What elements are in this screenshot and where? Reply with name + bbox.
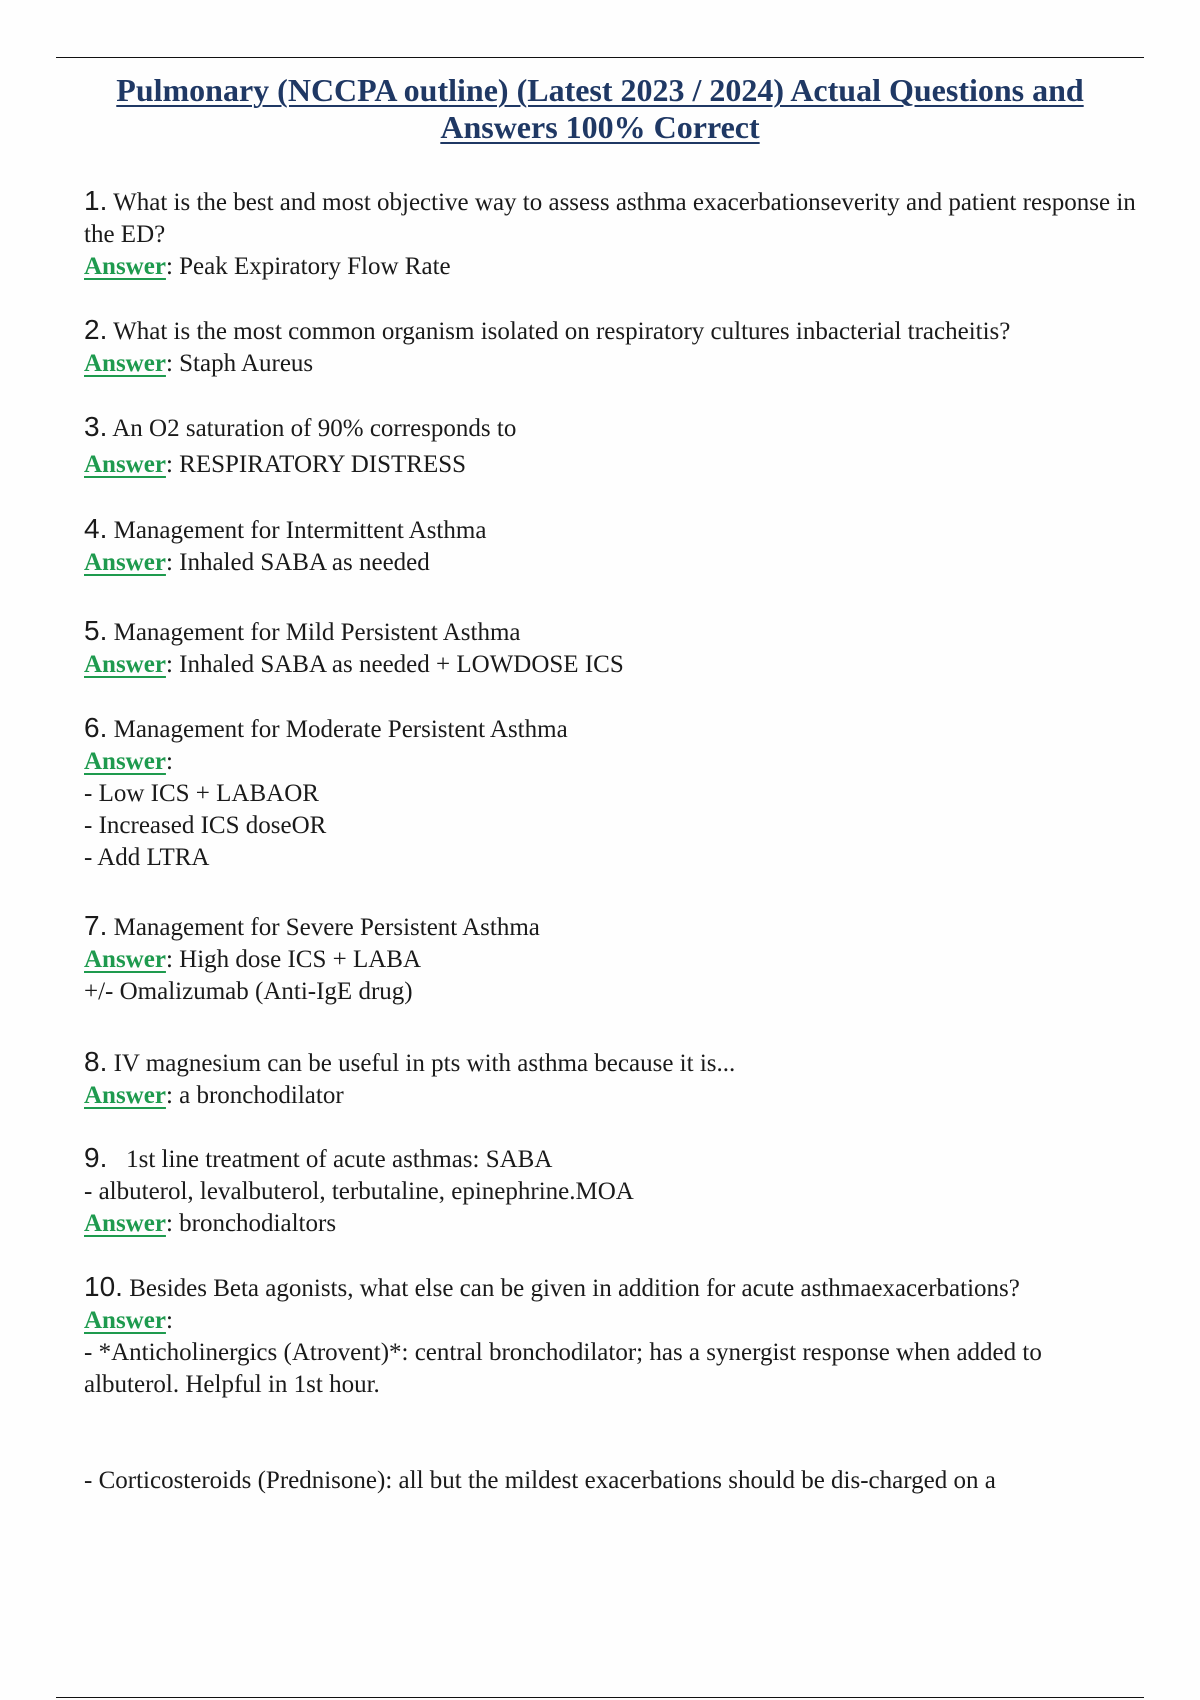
qa-item-4 [84,513,1140,579]
question-number: 9. [84,1142,108,1173]
question-text: IV magnesium can be useful in pts with asthma because it is... [113,1050,736,1077]
question-1 [84,185,1140,251]
question-text: What is the most common organism isolated on respiratory cultures inbacterial tracheitis? [113,318,1011,345]
qa-item-2 [84,314,1140,380]
answer-9: Answer: bronchodialtors [84,1210,337,1237]
answer-8: Answer: a bronchodilator [84,1082,344,1109]
question-text: Management for Severe Persistent Asthma [113,914,540,941]
answer-label: Answer [84,946,166,973]
answer-label: Answer [84,451,166,478]
question-number: 4. [84,513,108,544]
answer-6-line-2: - Increased ICS doseOR [84,812,327,839]
question-3 [84,411,1140,445]
answer-text: bronchodialtors [179,1210,337,1237]
qa-list [84,185,1140,1497]
question-9 [84,1142,1140,1176]
answer-text: Peak Expiratory Flow Rate [179,253,451,280]
answer-2: Answer: Staph Aureus [84,350,314,377]
answer-10-trailing-line: - Corticosteroids (Prednisone): all but the mildest exacerbations should be dis-charged on a [84,1467,996,1494]
answer-label: Answer [84,1210,166,1237]
answer-label: Answer [84,651,166,678]
answer-1: Answer: Peak Expiratory Flow Rate [84,253,451,280]
answer-5: Answer: Inhaled SABA as needed + LOWDOSE ICS [84,651,624,678]
qa-item-9 [84,1142,1140,1240]
question-number: 8. [84,1046,108,1077]
answer-10: Answer: [84,1307,173,1334]
question-text: Management for Moderate Persistent Asthma [113,716,568,743]
question-number: 10. [84,1271,123,1302]
top-rule [56,57,1144,58]
question-5 [84,615,1140,649]
qa-item-8 [84,1046,1140,1112]
answer-text: RESPIRATORY DISTRESS [179,451,467,478]
answer-6-line-3: - Add LTRA [84,844,210,871]
bottom-rule [56,1697,1144,1698]
answer-text: Inhaled SABA as needed [179,549,430,576]
question-number: 6. [84,712,108,743]
qa-item-10 [84,1271,1140,1497]
answer-6-line-1: - Low ICS + LABAOR [84,780,319,807]
qa-item-7 [84,910,1140,1008]
answer-6: Answer: [84,748,173,775]
answer-label: Answer [84,748,166,775]
question-text: 1st line treatment of acute asthmas: SABA [126,1146,553,1173]
answer-4: Answer: Inhaled SABA as needed [84,549,430,576]
question-8 [84,1046,1140,1080]
question-number: 5. [84,615,108,646]
title-line-1: Pulmonary (NCCPA outline) (Latest 2023 / 2024) Actual Questions and [116,72,1084,108]
answer-label: Answer [84,1307,166,1334]
answer-text: High dose ICS + LABA [179,946,422,973]
question-10 [84,1271,1140,1305]
question-9-line-1: - albuterol, levalbuterol, terbutaline, epinephrine.MOA [84,1178,634,1205]
answer-10-line-1: - *Anticholinergics (Atrovent)*: central bronchodilator; has a synergist response when added to albuterol. Helpful in 1st hour. [84,1339,1042,1398]
question-text: An O2 saturation of 90% corresponds to [112,415,517,442]
qa-item-6 [84,712,1140,874]
question-number: 7. [84,910,108,941]
answer-label: Answer [84,549,166,576]
answer-text: Inhaled SABA as needed + LOWDOSE ICS [179,651,624,678]
answer-label: Answer [84,350,166,377]
qa-item-1 [84,185,1140,283]
question-number: 2. [84,314,108,345]
question-7 [84,910,1140,944]
question-2 [84,314,1140,348]
qa-item-3 [84,411,1140,481]
answer-3: Answer: RESPIRATORY DISTRESS [84,451,467,478]
qa-item-5 [84,615,1140,681]
title-line-2: Answers 100% Correct [440,109,760,145]
answer-7-line-1: +/- Omalizumab (Anti-IgE drug) [84,978,413,1005]
answer-text: Staph Aureus [179,350,314,377]
question-text: Management for Intermittent Asthma [113,517,487,544]
question-number: 1. [84,185,108,216]
question-6 [84,712,1140,746]
answer-7: Answer: High dose ICS + LABA [84,946,422,973]
answer-label: Answer [84,1082,166,1109]
answer-label: Answer [84,253,166,280]
question-number: 3. [84,411,108,442]
answer-text: a bronchodilator [179,1082,344,1109]
page-title [80,72,1120,146]
question-text: Management for Mild Persistent Asthma [113,619,521,646]
question-4 [84,513,1140,547]
question-text: What is the best and most objective way to assess asthma exacerbationseverity and patient response in the ED? [84,189,1136,248]
question-text: Besides Beta agonists, what else can be given in addition for acute asthmaexacerbations? [129,1275,1020,1302]
